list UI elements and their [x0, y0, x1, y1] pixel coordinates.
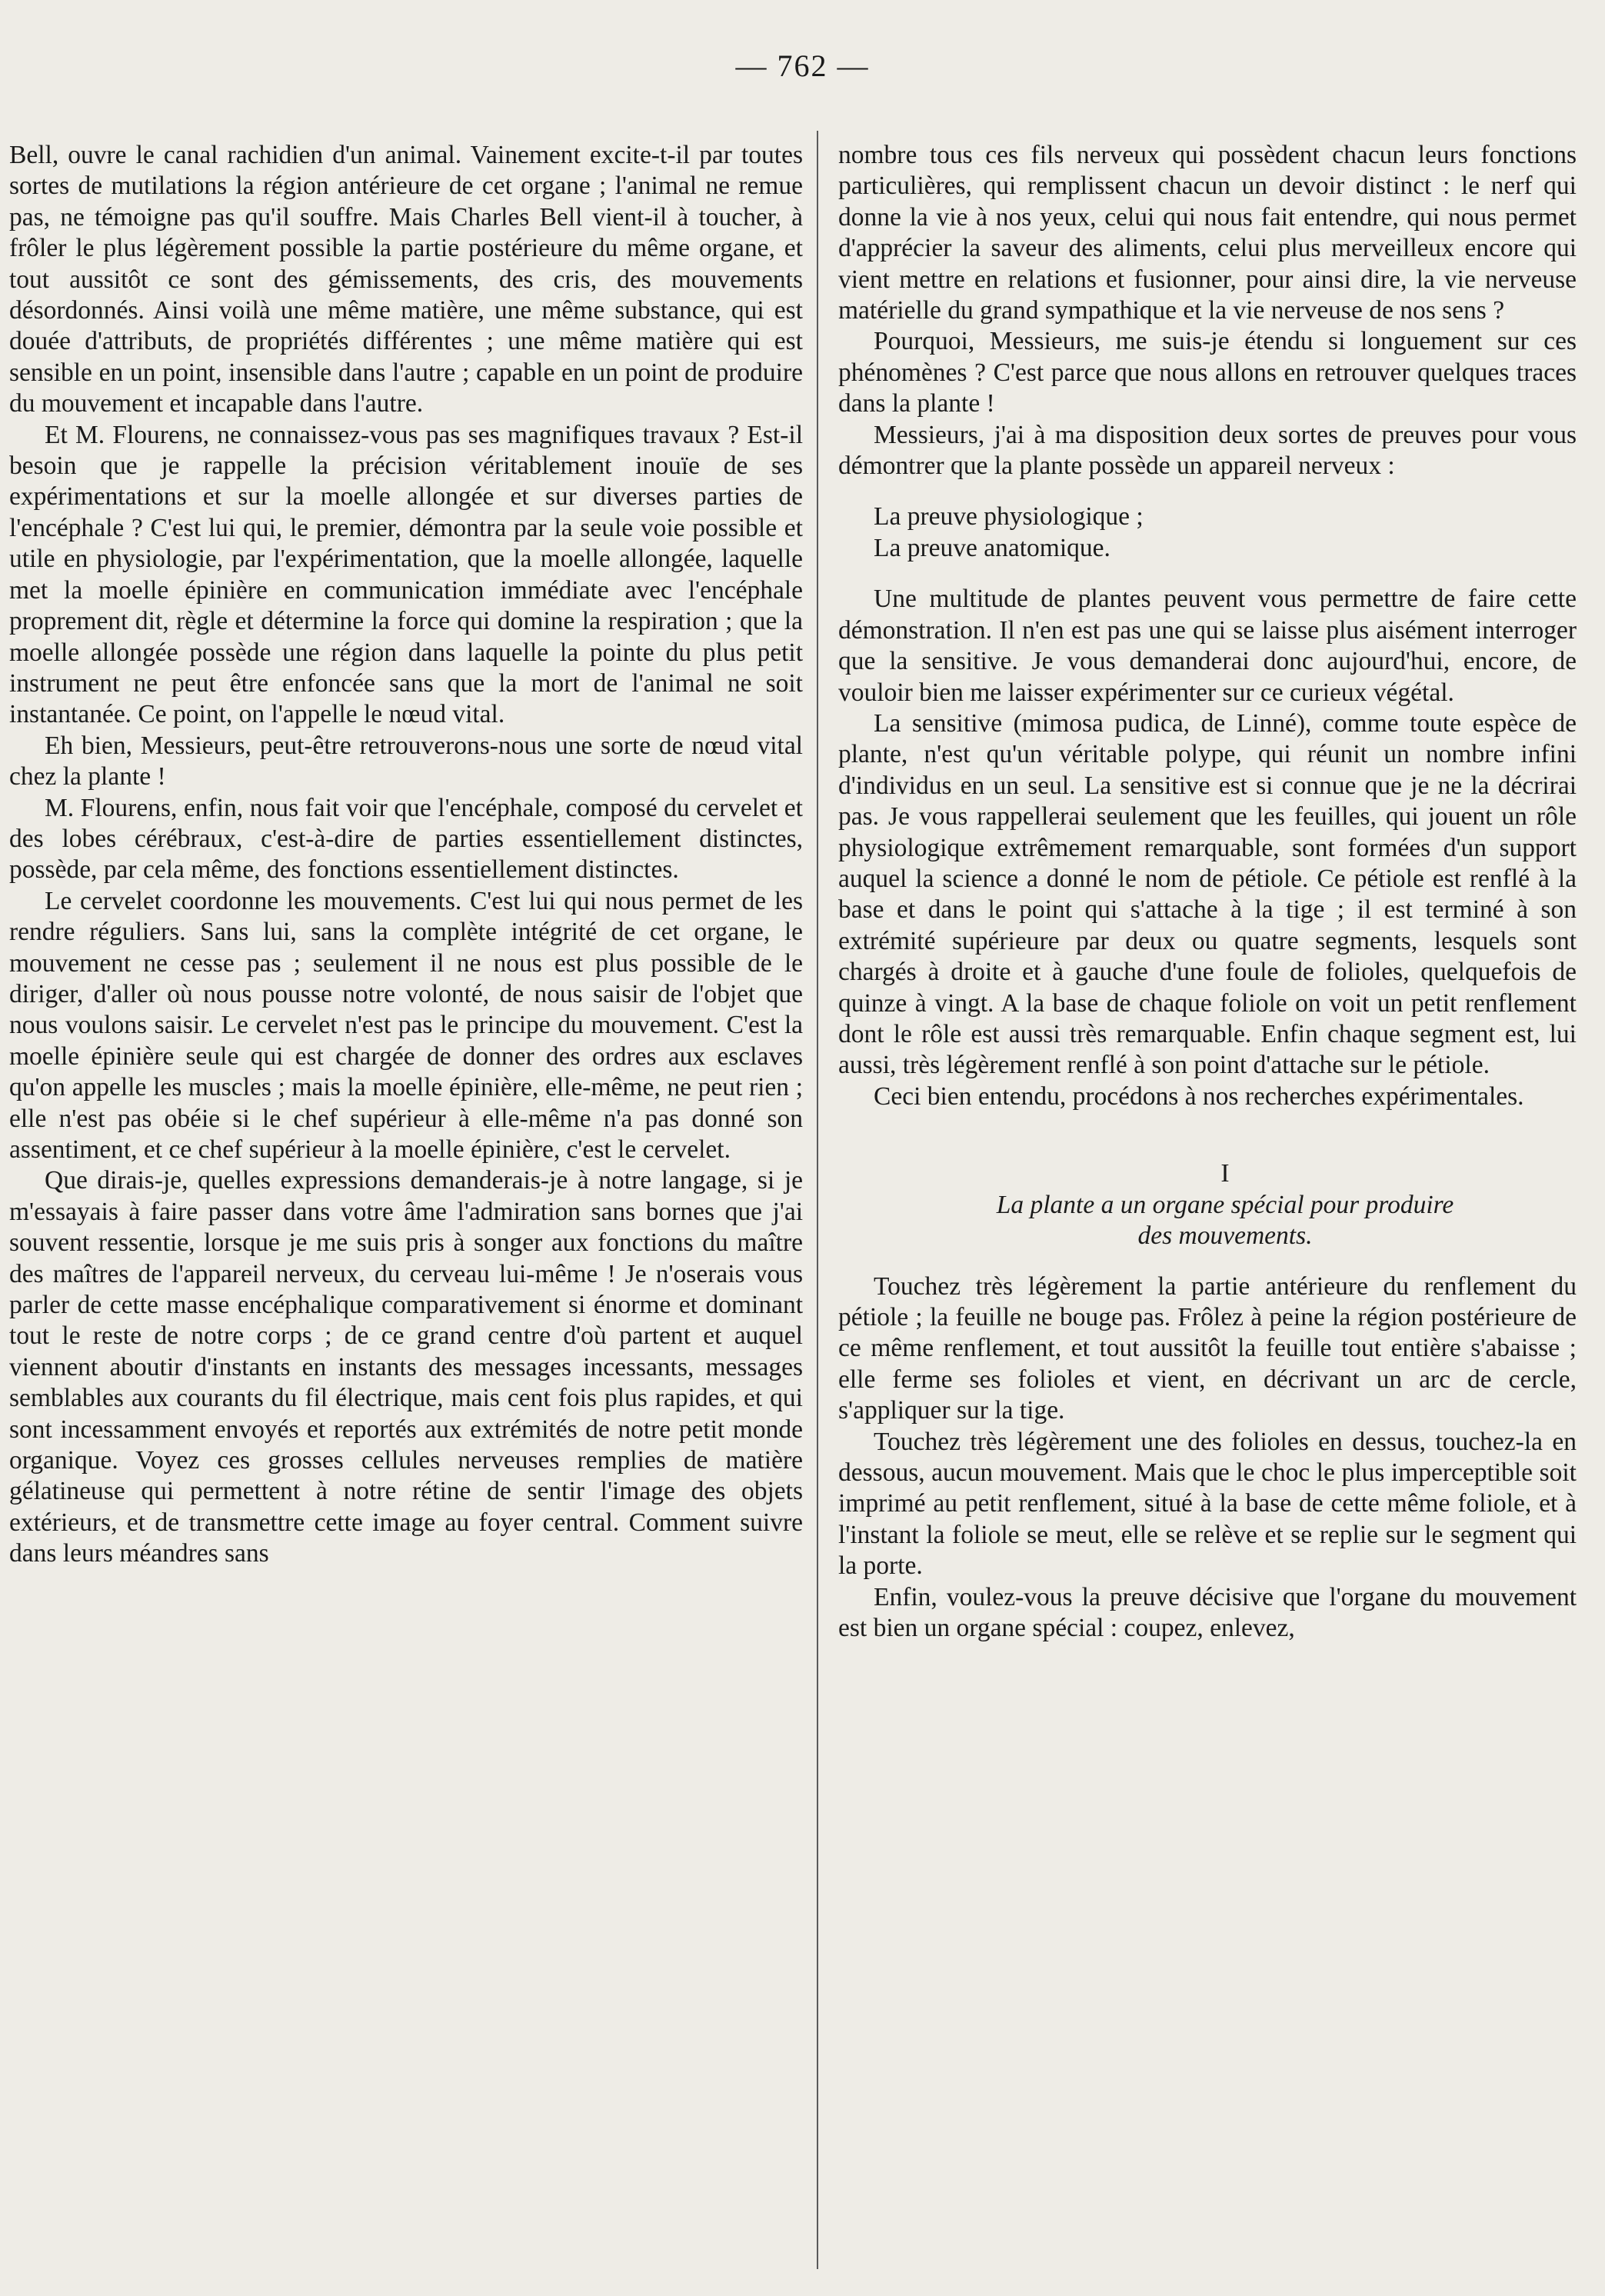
paragraph: Eh bien, Messieurs, peut-être retrouverons-nous une sorte de nœud vital chez la plante ! — [9, 731, 803, 791]
paragraph: Bell, ouvre le canal rachidien d'un animal. Vainement excite-t-il par toutes sortes de mutilations la région antérieure de cet organe ; l'animal ne remue pas, ne témoigne pas qu'il souffre. Mais Charles Bell vient-il à toucher, à frôler le plus légèrement possible la partie postérieure du même organe, et tout aussitôt ce sont des gémissements, des cris, des mouvements désordonnés. Ainsi voilà une même matière, une même substance, qui est douée d'attributs, de propriétés différentes ; une même matière qui est sensible en un point, insensible dans l'autre ; capable en un point de produire du mouvement et incapable dans l'autre. — [9, 141, 803, 418]
spacer — [838, 1251, 1577, 1271]
paragraph: Pourquoi, Messieurs, me suis-je étendu si longuement sur ces phénomènes ? C'est parce que nous allons en retrouver quelques traces dans la plante ! — [838, 327, 1577, 418]
paragraph: Touchez très légèrement une des folioles en dessus, touchez-la en dessous, aucun mouvement. Mais que le choc le plus imperceptible soit imprimé au petit renflement, situé à la base de cette même foliole, et à l'instant la foliole se meut, elle se relève et se replie sur le segment qui la porte. — [838, 1427, 1577, 1581]
paragraph: Touchez très légèrement la partie antérieure du renflement du pétiole ; la feuille ne bouge pas. Frôlez à peine la région postérieure de ce même renflement, et tout aussitôt la feuille tout entière s'abaisse ; elle ferme ses folioles et vient, en décrivant un arc de cercle, s'appliquer sur la tige. — [838, 1271, 1577, 1425]
paragraph: Que dirais-je, quelles expressions demanderais-je à notre langage, si je m'essayais à faire passer dans votre âme l'admiration sans bornes que j'ai souvent ressentie, lorsque je me suis pris à songer aux fonctions du maître des maîtres de l'appareil nerveux, du cerveau lui-même ! Je n'oserais vous parler de cette masse encéphalique comparativement si énorme et dominant tout le reste de notre corps ; de ce grand centre d'où partent et auquel viennent aboutir d'instants en instants des messages incessants, messages semblables aux courants du fil électrique, mais cent fois plus rapides, et qui sont incessamment envoyés et reportés aux extrémités de notre petit monde organique. Voyez ces grosses cellules nerveuses remplies de matière gélatineuse qui permettent à notre rétine de sentir l'image des objets extérieurs, et de transmettre cette image au foyer central. Comment suivre dans leurs méandres sans — [9, 1166, 803, 1568]
paragraph: Ceci bien entendu, procédons à nos recherches expérimentales. — [874, 1081, 1524, 1111]
left-column — [9, 140, 803, 1570]
proof-item: La preuve physiologique ; — [874, 502, 1144, 532]
spacer — [838, 1112, 1577, 1158]
column-divider — [817, 131, 818, 2269]
paragraph: Une multitude de plantes peuvent vous permettre de faire cette démonstration. Il n'en est pas une qui se laisse plus aisément interroger que la sensitive. Je vous demanderai donc aujourd'hui, encore, de vouloir bien me laisser expérimenter sur ce curieux végétal. — [838, 585, 1577, 707]
spacer — [838, 482, 1577, 502]
spacer — [838, 564, 1577, 584]
paragraph: La sensitive (mimosa pudica, de Linné), comme toute espèce de plante, n'est qu'un véritable polype, qui réunit un nombre infini d'individus en un seul. La sensitive est si connue que je ne la décrirai pas. Je vous rappellerai seulement que les feuilles, qui jouent un rôle physiologique extrêmement remarquable, sont formées d'un support auquel la science a donné le nom de pétiole. Ce pétiole est renflé à la base et dans le point qui s'attache à la tige ; il est terminé à son extrémité supérieure par deux ou quatre segments, lesquels sont chargés à droite et à gauche d'une foule de folioles, quelquefois de quinze à vingt. A la base de chaque foliole on voit un petit renflement dont le rôle est aussi très remarquable. Enfin chaque segment est, lui aussi, très légèrement renflé à son point d'attache sur le pétiole. — [838, 708, 1577, 1080]
paragraph: M. Flourens, enfin, nous fait voir que l'encéphale, composé du cervelet et des lobes cérébraux, c'est-à-dire de parties essentiellement distinctes, possède, par cela même, des fonctions essentiellement distinctes. — [9, 793, 803, 885]
page-number: — 762 — — [735, 48, 870, 83]
paragraph: Messieurs, j'ai à ma disposition deux sortes de preuves pour vous démontrer que la plante possède un appareil nerveux : — [838, 420, 1577, 481]
section-number: I — [1220, 1159, 1230, 1188]
paragraph: nombre tous ces fils nerveux qui possèdent chacun leurs fonctions particulières, qui remplissent chacun un devoir distinct : le nerf qui donne la vie à nos yeux, celui qui nous fait entendre, qui nous permet d'apprécier la saveur des aliments, celui plus merveilleux encore qui vient mettre en relations et fusionner, pour ainsi dire, la vie nerveuse matérielle du grand sympathique et la vie nerveuse de nos sens ? — [838, 141, 1577, 325]
section-title-line: des mouvements. — [1137, 1221, 1313, 1250]
right-column — [838, 140, 1577, 1644]
proof-item: La preuve anatomique. — [874, 533, 1111, 562]
section-title — [838, 1190, 1577, 1251]
paragraph: Et M. Flourens, ne connaissez-vous pas ses magnifiques travaux ? Est-il besoin que je rappelle la précision véritablement inouïe de ses expérimentations et sur la moelle allongée et sur diverses parties de l'encéphale ? C'est lui qui, le premier, démontra par la seule voie possible et utile en physiologie, par l'expérimentation, que la moelle allongée, laquelle met la moelle épinière en communication immédiate avec l'encéphale proprement dit, règle et détermine la force qui domine la respiration ; que la moelle allongée possède une région dans laquelle la pointe du plus petit instrument ne peut être enfoncée sans que la mort de l'animal ne soit instantanée. Ce point, on l'appelle le nœud vital. — [9, 420, 803, 729]
paragraph: Enfin, voulez-vous la preuve décisive que l'organe du mouvement est bien un organe spécial : coupez, enlevez, — [838, 1582, 1577, 1643]
section-title-line: La plante a un organe spécial pour produire — [996, 1190, 1454, 1219]
paragraph: Le cervelet coordonne les mouvements. C'est lui qui nous permet de les rendre réguliers. Sans lui, sans la complète intégrité de cet organe, le mouvement ne cesse pas ; seulement il ne nous est plus possible de le diriger, d'aller où nous pousse notre volonté, de nous saisir de l'objet que nous voulons saisir. Le cervelet n'est pas le principe du mouvement. C'est la moelle épinière seule qui est chargée de donner des ordres aux esclaves qu'on appelle les muscles ; mais la moelle épinière, elle-même, ne peut rien ; elle n'est pas obéie si le chef supérieur à elle-même n'a pas donné son assentiment, et ce chef supérieur à la moelle épinière, c'est le cervelet. — [9, 886, 803, 1164]
